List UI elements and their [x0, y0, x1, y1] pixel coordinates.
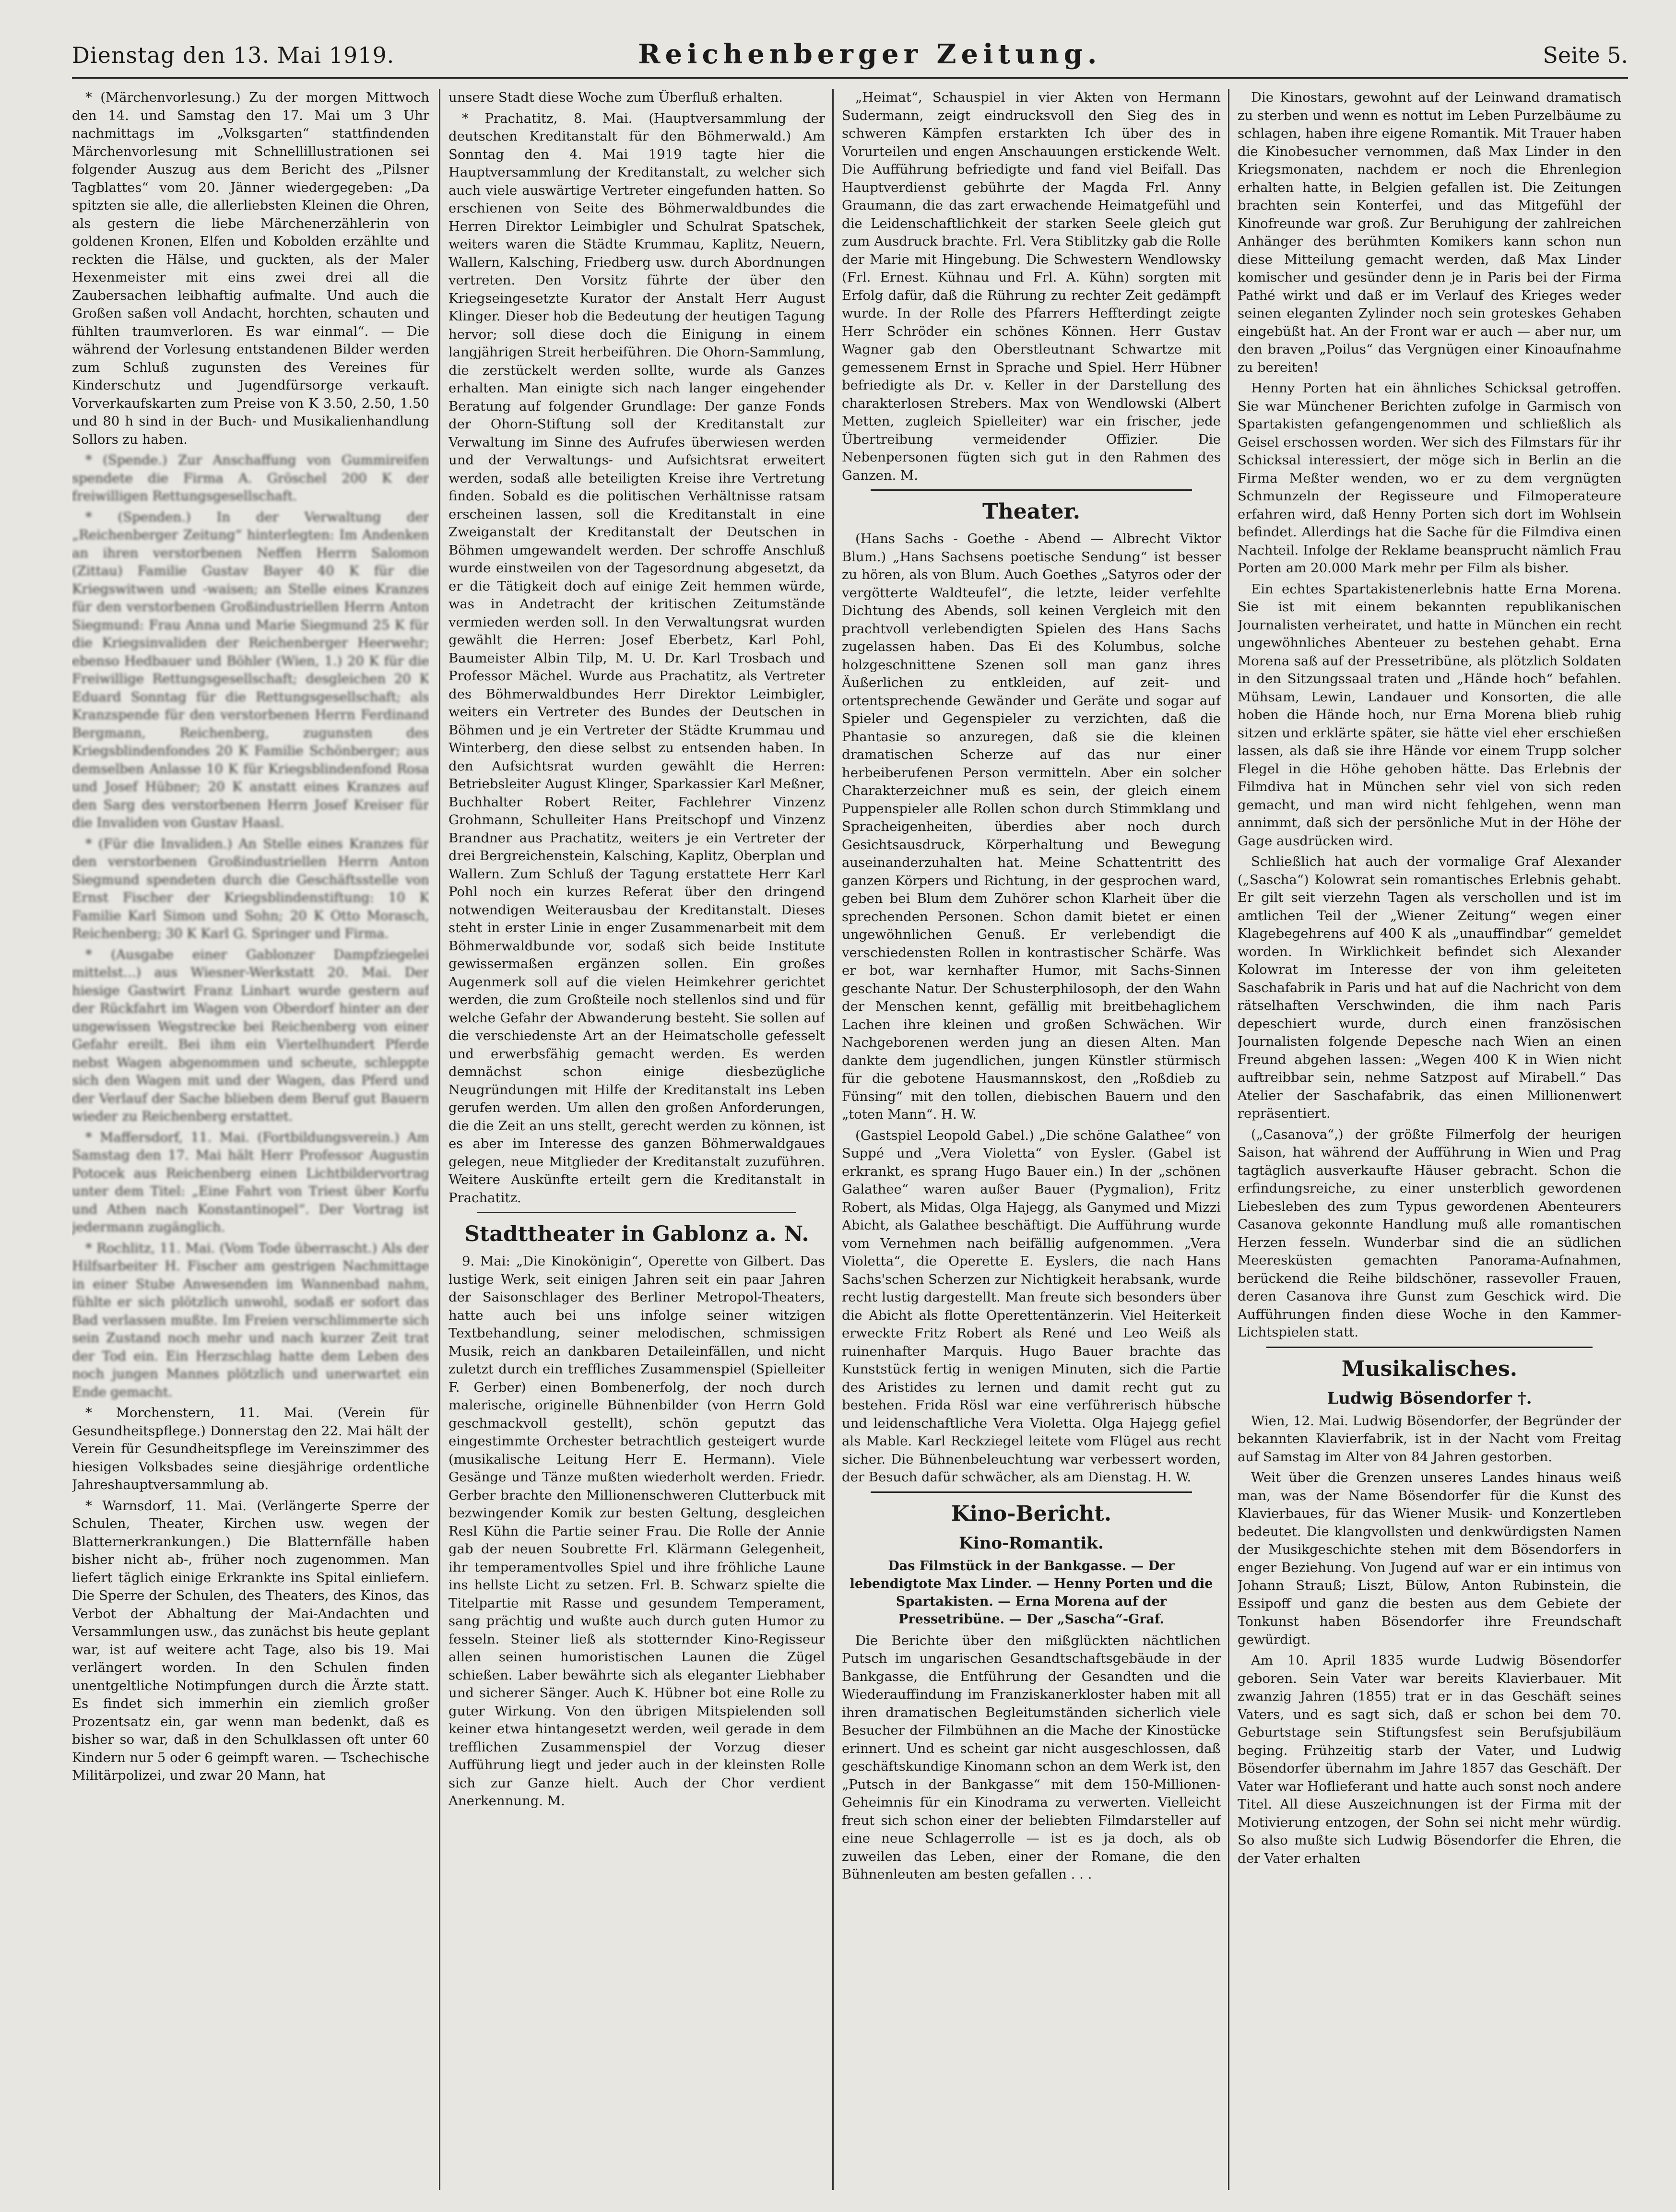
article-boesendorfer-1: Wien, 12. Mai. Ludwig Bösendorfer, der Begründer der bekannten Klavierfabrik, ist in der Nacht vom Freitag auf Samstag im Alter von 84 Jahren gestorben.: [1238, 1413, 1621, 1465]
kino-teaser: Das Filmstück in der Bankgasse. — Der lebendigtote Max Linder. — Henny Porten und die Spartakisten. — Erna Morena auf der Pressetribüne. — Der „Sascha“-Graf.: [850, 1558, 1213, 1627]
article-erna-morena: Ein echtes Spartakistenerlebnis hatte Erna Morena. Sie ist mit einem bekannten republikanischen Journalisten verheiratet, und hatte in München ein recht ungewöhnliches Abenteuer zu bestehen gehabt. Erna Morena saß auf der Pressetribüne, als plötzlich Soldaten in den Sitzungssaal traten und „Hände hoch“ befahlen. Mühsam, Lewin, Landauer und Konsorten, die alle hoben die Hände hoch, nur Erna Morena blieb ruhig sitzen und erklärte später, sie hätte viel eher erschießen lassen, als daß sie ihre Hände vor einem Trupp solcher Flegel in die Höhe gehoben hätte. Das Erlebnis der Filmdiva hat in München sehr viel von sich reden gemacht, und man wird nicht fehlgehen, wenn man annimmt, daß sich der persönliche Mut in der Höhe der Gage ausdrücken wird.: [1238, 581, 1621, 849]
article-continuation: unsere Stadt diese Woche zum Überfluß erhalten.: [449, 90, 783, 105]
kino-romantik-subheading: Kino-Romantik.: [959, 1533, 1104, 1553]
article-casanova: („Casanova“,) der größte Filmerfolg der heurigen Saison, hat während der Aufführung in Wien und Prag tagtäglich ausverkaufte Häuser gebracht. Schon die erfindungsreiche, zu einer unsterblich gewordenen Liebesleben des zum Typus gewordenen Abenteurers Casanova gekonnte Handlung muß alle romantischen Herzen fesseln. Wunderbar sind die an südlichen Meeresküsten gemachten Panorama-Aufnahmen, berückend die Reihe bildschöner, rassevoller Frauen, deren Casanova ihre Gunst zum Geschick wird. Die Aufführungen finden diese Woche in den Kammer-Lichtspielen statt.: [1238, 1126, 1621, 1340]
column-divider: [832, 89, 834, 2190]
column-2: [449, 89, 825, 2190]
section-divider: [871, 489, 1192, 491]
article-kinokoenigin: 9. Mai: „Die Kinokönigin“, Operette von Gilbert. Das lustige Werk, seit einigen Jahren seit ein paar Jahren der Saisonschlager des Berliner Metropol-Theaters, hatte auch bei uns infolge seiner witzigen Textbehandlung, seiner melodischen, schmissigen Musik, reich an dankbaren Detaileinfällen, und nicht zuletzt durch ein treffliches Zusammenspiel (Spielleiter F. Gerber) einen Bombenerfolg, der noch durch malerische, originelle Bühnenbilder (von Herrn Gold geschmackvoll gestellt), schön geputzt das eingestimmte Orchester betrachtlich gesteigert wurde (musikalische Leitung Herr E. Hermann). Viele Gesänge und Tänze mußten wiederholt werden. Friedr. Gerber brachte den Millionenschweren Clutterbuck mit bezwingender Komik zur besten Geltung, desgleichen Resl Kühn die Partie seiner Frau. Die Rolle der Annie gab der neuen Soubrette Frl. Klärmann Gelegenheit, ihr temperamentvolles Spiel und ihre fröhliche Laune ins hellste Licht zu setzen. Frl. B. Schwarz spielte die Titelpartie mit Rasse und gesundem Temperament, sang prächtig und wußte auch durch guten Humor zu fesseln. Steiner ließ als stotternder Kino-Regisseur allen seinen humoristischen Launen die Zügel schießen. Laber bewährte sich als eleganter Liebhaber und sicherer Sänger. Auch K. Hübner bot eine Rolle zu guter Wirkung. Von den übrigen Mitspielenden soll keiner etwa hintangesetzt werden, weil gerade in dem trefflichen Zusammenspiel der Vorzug dieser Aufführung liegt und jeder auch in der kleinsten Rolle sich zur Ganze hielt. Auch der Chor verdient Anerkennung. M.: [449, 1254, 825, 1809]
article-spenden: * (Spenden.) In der Verwaltung der „Reichenberger Zeitung“ hinterlegten: Im Andenken an ihren verstorbenen Neffen Herrn Salomon (Zittau) Familie Gustav Bayer 40 K für die Kriegswitwen und -waisen; an Stelle eines Kranzes für den verstorbenen Großindustriellen Herrn Anton Siegmund: Frau Anna und Marie Siegmund 25 K für die Kriegsinvaliden der Reichenberger Heerwehr; ebenso Hedbauer und Böhler (Wien, 1.) 20 K für die Freiwillige Rettungsgesellschaft; desgleichen 20 K Eduard Sonntag für die Rettungsgesellschaft; als Kranzspende für den verstorbenen Herrn Ferdinand Bergmann, Reichenberg, zugunsten des Kriegsblindenfondes 20 K Familie Schönberger; aus demselben Anlasse 10 K für Kriegsblindenfond Rosa und Josef Hübner; 20 K anstatt eines Kranzes auf den Sarg des verstorbenen Herrn Josef Kreiser für die Invaliden von Gustav Haasl.: [72, 509, 429, 830]
article-kino-romantik: Die Berichte über den mißglückten nächtlichen Putsch im ungarischen Gesandtschaftsgebäude in der Bankgasse, die Entführung der Gesandten und die Wiederauffindung im Franziskanerkloster haben mit all ihren dramatischen Begleitumständen sicherlich viele Besucher der Filmbühnen an die Mache der Kinostücke erinnert. Und es scheint gar nicht ausgeschlossen, daß geschäftskundige Kinomann schon an dem Werk ist, den „Putsch in der Bankgasse“ mit dem 150-Millionen-Geheimnis für ein Kinodrama zu verwerten. Vielleicht freut sich schon einer der beliebten Filmdarsteller auf eine neue Schlagerrolle — ist es ja doch, als ob zuweilen das Leben, einer der Romane, die den Bühnenleuten am besten gefallen . . .: [842, 1632, 1221, 1882]
article-gastwirt: * (Ausgabe einer Gablonzer Dampfziegelei mittelst...) aus Wiesner-Werkstatt 20. Mai. Der hiesige Gastwirt Franz Linhart wurde gestern auf der Rückfahrt im Wagen von Oberdorf hinter an der ungewissen Wegstrecke bei Reichenberg von einer Gefahr ereilt. Bei ihm ein Viertelhundert Pferde nebst Wagen abgenommen und scheute, schleppte sich den Wagen mit und der Wagen, das Pferd und der Verlauf der Sache blieben dem Beruf gut Bauern wieder zu Reichenberg erstattet.: [72, 946, 429, 1124]
masthead: [72, 34, 1628, 79]
article-boesendorfer-3: Am 10. April 1835 wurde Ludwig Bösendorfer geboren. Sein Vater war bereits Klavierbauer. Mit zwanzig Jahren (1855) trat er in das Geschäft seines Vaters, und es sagt sich, daß er schon bei dem 70. Geburtstage sein Stiftungsfest sein Berufsjubiläum beging. Frühzeitig starb der Vater, und Ludwig Bösendorfer übernahm im Jahre 1857 das Geschäft. Der Vater war Hoflieferant und hatte auch sonst noch andere Titel. All diese Auszeichnungen ist der Firma mit der Motivierung entzogen, der Sohn sei nicht mehr würdig. So also mußte sich Ludwig Bösendorfer die Ehren, die der Vater erhalten: [1238, 1653, 1621, 1866]
article-henny-porten: Henny Porten hat ein ähnliches Schicksal getroffen. Sie war Münchener Berichten zufolge in Garmisch von Spartakisten gefangengenommen und schließlich als Geisel erschossen worden. Wer sich des Filmstars für ihr Schicksal interessiert, der möge sich in Berlin an die Firma Meßter wenden, wo er zu dem vergnügten Schmunzeln der Regisseure und Filmoperateure erfahren wird, daß Henny Porten sich dort im Wohlsein befindet. Allerdings hat die Sache für die Filmdiva einen Nachteil. Infolge der Reklame beansprucht nämlich Frau Porten am 20.000 Mark mehr per Film als bisher.: [1238, 380, 1621, 576]
article-invaliden: * (Für die Invaliden.) An Stelle eines Kranzes für den verstorbenen Großindustriellen Herrn Anton Siegmund spendeten durch die Geschäftsstelle von Ernst Fischer der Kriegsblindenstiftung: 10 K Familie Karl Simon und Sohn; 20 K Otto Morasch, Reichenberg; 30 K Karl G. Springer und Firma.: [72, 836, 429, 941]
column-4: [1238, 89, 1621, 2190]
article-sascha-kolowrat: Schließlich hat auch der vormalige Graf Alexander („Sascha“) Kolowrat sein romantisches Erlebnis gehabt. Er gilt seit vierzehn Tagen als verschollen und ist im amtlichen Teil der „Wiener Zeitung“ wegen einer Klagebegehrens auf 400 K als „unauffindbar“ gemeldet worden. In Wirklichkeit befindet sich Alexander Kolowrat im Interesse der von ihm geleiteten Saschafabrik in Paris und hat auf die Nachricht von dem rätselhaften Verschwinden, die ihm nach Paris depeschiert wurde, durch einen französischen Journalisten folgende Depesche nach Wien an einen Freund abgehen lassen: „Wegen 400 K in Wien nicht auftreibbar sein, nehme Satzpost auf Mirabell.“ Das Atelier der Saschafabrik, das einen Millionenwert repräsentiert.: [1238, 854, 1621, 1121]
article-heimat: „Heimat“, Schauspiel in vier Akten von Hermann Sudermann, zeigt eindrucksvoll den Sieg des in schweren Kämpfen erstarkten Ich über des in Vorurteilen und engen Anschauungen erstickende Welt. Die Aufführung befriedigte und fand viel Beifall. Das Hauptverdienst gebührte der Magda Frl. Anny Graumann, die das zart erwachende Heimatgefühl und die Leidenschaftlichkeit der starken Seele gleich gut zum Ausdruck brachte. Frl. Vera Stiblitzky gab die Rolle der Marie mit Hingebung. Die Schwestern Wendlowsky (Frl. Ernest. Kühnau und Frl. A. Kühn) sorgten mit Erfolg dafür, daß die Rührung zu rechter Zeit gedämpft wurde. In der Rolle des Pfarrers Heffterdingt zeigte Herr Schröder ein schönes Können. Herr Gustav Wagner gab den Oberstleutnant Schwartze mit gemessenem Ernst in Sprache und Spiel. Herr Hübner befriedigte als Dr. v. Keller in der Darstellung des charakterlosen Strebers. Max von Wendlowski (Albert Metten, zugleich Spielleiter) war ein frischer, jede Übertreibung vermeidender Offizier. Die Nebenpersonen fügten sich gut in den Rahmen des Ganzen. M.: [842, 90, 1221, 483]
article-gastspiel-gabel: (Gastspiel Leopold Gabel.) „Die schöne Galathee“ von Suppé und „Vera Violetta“ von Eysler. (Gabel ist erkrankt, es sprang Hugo Bauer ein.) In der „schönen Galathee“ waren außer Bauer (Pygmalion), Fritz Robert, als Midas, Olga Hajegg, als Ganymed und Mizzi Abicht, als Galathee beschäftigt. Die Aufführung wurde vom Vernehmen nach beifällig aufgenommen. „Vera Violetta“, die Operette E. Eyslers, die nach Hans Sachs'schen Scherzen zur Nichtigkeit herabsank, wurde recht lustig dargestellt. Man freute sich besonders über die Abicht als flotte Operettentänzerin. Viel Heiterkeit erweckte Fritz Robert als René und Leo Weiß als ruinenhafter Marquis. Hugo Bauer brachte das Kunststück fertig in wenigen Minuten, sich die Partie des Aristides zu lernen und damit recht gut zu bestehen. Frida Rösl war eine verführerisch hübsche und leidenschaftliche Vera Violetta. Olga Hajegg gefiel als Mable. Karl Reckziegel leitete vom Flügel aus recht sicher. Die Bühnenbeleuchtung war verbessert worden, der Besuch dafür schwächer, als am Dienstag. H. W.: [842, 1127, 1221, 1485]
article-rochlitz: * Rochlitz, 11. Mai. (Vom Tode überrascht.) Als der Hilfsarbeiter H. Fischer am gestrigen Nachmittage in einer Stube Anwesenden im Wannenbad nahm, fühlte er sich plötzlich unwohl, sodaß er sofort das Bad verlassen mußte. Im Freien verschlimmerte sich sein Zustand noch mehr und nach kurzer Zeit trat der Tod ein. Ein Herzschlag hatte dem Leben des noch jungen Mannes plötzlich und unerwartet ein Ende gemacht.: [72, 1240, 429, 1400]
article-boesendorfer-2: Weit über die Grenzen unseres Landes hinaus weiß man, was der Name Bösendorfer für die Kunst des Klavierbaues, für das Wiener Musik- und Konzertleben bedeutet. Die klangvollsten und denkwürdigsten Namen der Musikgeschichte stehen mit dem Bösendorfers in enger Beziehung. Von Jugend auf war er ein intimus von Johann Strauß; Liszt, Bülow, Anton Rubinstein, die Essipoff und ganz die besten aus dem Gebiete der Tonkunst haben Bösendorfer ihre Freundschaft gewürdigt.: [1238, 1470, 1621, 1647]
boesendorfer-subheading: Ludwig Bösendorfer †.: [1327, 1388, 1532, 1408]
issue-date: Dienstag den 13. Mai 1919.: [72, 42, 395, 68]
column-3: [842, 89, 1221, 2190]
theater-gablonz-heading: Stadttheater in Gablonz a. N.: [464, 1222, 809, 1246]
theater-heading: Theater.: [982, 499, 1080, 524]
article-warnsdorf: * Warnsdorf, 11. Mai. (Verlängerte Sperre der Schulen, Theater, Kirchen usw. wegen der Blatternerkrankungen.) Die Blatternfälle haben bisher nicht ab-, früher noch zugenommen. Man liefert täglich einige Erkrankte ins Spital einliefern. Die Sperre der Schulen, des Theaters, des Kinos, das Verbot der Abhaltung der Mai-Andachten und Versammlungen usw., das zunächst bis heute geplant war, ist auf weitere acht Tage, also bis 19. Mai verlängert worden. In den Schulen finden unentgeltliche Notimpfungen durch die Ärzte statt. Es findet sich immerhin ein ziemlich großer Prozentsatz ein, gar wenn man bedenkt, daß es bisher so war, daß in den Schulklassen oft unter 60 Kindern nur 5 oder 6 geimpft waren. — Tschechische Militärpolizei, und zwar 20 Mann, hat: [72, 1498, 429, 1783]
article-max-linder: Die Kinostars, gewohnt auf der Leinwand dramatisch zu sterben und wenn es nottut im Leben Purzelbäume zu schlagen, haben ihre eigene Romantik. Mit Trauer haben die Kinobesucher vernommen, daß Max Linder in den Kriegsmonaten, nachdem er noch die Ehrenlegion erhalten hatte, in Belgien gefallen ist. Die Zeitungen brachten sein Konterfei, und das Mitgefühl der Kinofreunde war groß. Zur Beruhigung der zahlreichen Anhänger des berühmten Komikers kann schon nun diese Mitteilung gemacht werden, daß Max Linder komischer und gesünder denn je in Paris bei der Firma Pathé wirkt und daß er im Verlauf des Krieges weder seinen eleganten Zylinder noch sein groteskes Gehaben eingebüßt hat. An der Front war er auch — aber nur, um den braven „Poilus“ das Vergnügen einer Kinoaufnahme zu bereiten!: [1238, 90, 1621, 375]
kino-bericht-heading: Kino-Bericht.: [951, 1501, 1112, 1526]
article-maffersdorf: * Maffersdorf, 11. Mai. (Fortbildungsverein.) Am Samstag den 17. Mai hält Herr Professor Augustin Potocek aus Reichenberg einen Lichtbildervortrag unter dem Titel: „Eine Fahrt von Triest über Korfu und Athen nach Konstantinopel“. Der Vortrag ist jedermann zugänglich.: [72, 1129, 429, 1235]
article-spende: * (Spende.) Zur Anschaffung von Gummireifen spendete die Firma A. Gröschel 200 K der freiwilligen Rettungsgesellschaft.: [72, 452, 429, 504]
article-maerchenvorlesung: * (Märchenvorlesung.) Zu der morgen Mittwoch den 14. und Samstag den 17. Mai um 3 Uhr nachmittags im „Volksgarten“ stattfindenden Märchenvorlesung mit Schnellillustrationen sei folgender Auszug aus dem Bericht des „Pilsner Tagblattes“ vom 20. Jänner wiedergegeben: „Da spitzten sie alle, die allerliebsten Kleinen die Ohren, als gestern die liebe Märchenerzählerin von goldenen Kronen, Elfen und Kobolden erzählte und reckten die Hälse, und guckten, als der Maler Hexenmeister mit eins zwei drei all die Zaubersachen leibhaftig aufmalte. Und auch die Großen saßen voll Andacht, horchten, schauten und fühlten traumverloren. Es war einmal“. — Die während der Vorlesung entstandenen Bilder werden zum Schluß zugunsten des Vereines für Kinderschutz und Jugendfürsorge verkauft. Vorverkaufskarten zum Preise von K 3.50, 2.50, 1.50 und 80 h sind in der Buch- und Musikalienhandlung Sollors zu haben.: [72, 90, 429, 447]
column-1: [72, 89, 429, 2190]
musikalisches-heading: Musikalisches.: [1341, 1356, 1518, 1381]
column-divider: [1228, 89, 1229, 2190]
section-divider: [1266, 1347, 1593, 1348]
column-divider: [439, 89, 440, 2190]
section-divider: [477, 1212, 796, 1213]
page-number: Seite 5.: [1543, 42, 1628, 68]
section-divider: [871, 1491, 1192, 1493]
newspaper-title: Reichenberger Zeitung.: [638, 38, 1102, 70]
article-prachatitz: * Prachatitz, 8. Mai. (Hauptversammlung der deutschen Kreditanstalt für den Böhmerwald.) Am Sonntag den 4. Mai 1919 tagte hier die Hauptversammlung der Kreditanstalt, zu welcher sich auch viele auswärtige Vertreter eingefunden hatten. So erschienen von Seite des Böhmerwaldbundes die Herren Direktor Leimbigler und Schulrat Spatschek, weiters waren die Städte Krummau, Kaplitz, Neuern, Wallern, Kalsching, Friedberg usw. durch Abordnungen vertreten. Den Vorsitz führte der über den Kriegseingesetzte Kurator der Anstalt Herr August Klinger. Dieser hob die Bedeutung der heutigen Tagung hervor; soll diese doch die Einigung in einem langjährigen Streit herbeiführen. Die Ohorn-Sammlung, die zerstückelt werden sollte, wurde als Ganzes erhalten. Man einigte sich nach langer eingehender Beratung auf folgender Grundlage: Der ganze Fonds der Ohorn-Stiftung soll der Kreditanstalt zur Verwaltung im Sinne des Aufrufes überwiesen werden und der Verwaltungs- und Aufsichtsrat erweitert werden, sodaß alle beteiligten Kreise ihre Vertretung finden. Sobald es die politischen Verhältnisse ratsam erscheinen lassen, soll die Kreditanstalt in eine Zweiganstalt der Kreditanstalt der Deutschen in Böhmen umgewandelt werden. Der schroffe Anschluß wurde einstweilen von der Tagesordnung abgesetzt, da er die Tätigkeit doch auf einige Zeit hemmen würde, was in Andetracht der kritischen Zeitumstände vermieden werden soll. In den Verwaltungsrat wurden gewählt die Herren: Josef Eberbetz, Karl Pohl, Baumeister Albin Tilp, M. U. Dr. Karl Trosbach und Professor Mächel. Wurde aus Prachatitz, als Vertreter des Böhmerwaldbundes Herr Direktor Leimbigler, weiters ein Vertreter des Bundes der Deutschen in Böhmen und je ein Vertreter der Städte Krummau und Winterberg, den diese selbst zu entsenden haben. In den Aufsichtsrat wurden gewählt die Herren: Betriebsleiter August Klinger, Sparkassier Karl Meßner, Buchhalter Robert Reiter, Fachlehrer Vinzenz Grohmann, Schulleiter Hans Preitschopf und Vinzenz Brandner aus Prachatitz, weiters je ein Vertreter der drei Bergreichenstein, Kalsching, Kaplitz, Oberplan und Wallern. Zum Schluß der Tagung erstattete Herr Karl Pohl noch ein kurzes Referat über den dringend notwendigen Weiterausbau der Kreditanstalt. Dieses steht in erster Linie in enger Zusammenarbeit mit dem Böhmerwaldbunde vor, sodaß sich beide Institute gewissermaßen ergänzen sollen. Ein großes Augenmerk soll auf die vielen Heimkehrer gerichtet werden, die zum Großteile noch stellenlos sind und für welche Gefahr der Abwanderung besteht. Sie sollen auf die verschiedenste Art an der Heimatscholle gefesselt und erwerbsfähig gemacht werden. Es werden demnächst schon einige diesbezügliche Neugründungen mit Hilfe der Kreditanstalt ins Leben gerufen werden. Um allen den großen Anforderungen, die die Zeit an uns stellt, gerecht werden zu können, ist es aber im Interesse des ganzen Böhmerwaldgaues gelegen, neue Mitglieder der Kreditanstalt zuzuführen. Weitere Auskünfte erteilt gern die Kreditanstalt in Prachatitz.: [449, 110, 825, 1206]
article-hans-sachs: (Hans Sachs - Goethe - Abend — Albrecht Viktor Blum.) „Hans Sachsens poetische Sendung“ ist besser zu hören, als von Blum. Auch Goethes „Satyros oder der vergötterte Waldteufel“, die letzte, leider verfehlte Dichtung des Abends, soll keinen Vergleich mit den prachtvoll verlebendigten Spielen des Hans Sachs zugelassen haben. Das Ei des Kolumbus, solche holzgeschnittene Szenen soll man ganz ihres Äußerlichen zu entkleiden, auf zeit- und ortentsprechende Gewänder und Geräte und sogar auf Spieler und Gegenspieler zu verzichten, daß die Phantasie so anzuregen, daß sie die kleinen dramatischen Scherze auf das nur einer herbeiberufenen Person vermitteln. Aber ein solcher Charakterzeichner muß es sein, der gleich einem Puppenspieler alle Rollen schon durch Stimmklang und Spracheigenheiten, überdies aber noch durch Gesichtsausdruck, Körperhaltung und Bewegung auseinanderzuhalten hat. Meine Schattentritt des ganzen Körpers und Richtung, in der gesprochen ward, geben bei Blum dem Zuhörer schon Klarheit über die sprechenden Personen. Schon damit bietet er einen ungewöhnlichen Genuß. Er verlebendigt die verschiedensten Rollen in kontrastischer Schärfe. Was er bot, war kernhafter Humor, mit Sachs-Sinnen geschante Natur. Der Schusterphilosoph, der den Wahn der Menschen kennt, gefällig mit breitbehaglichem Lachen ihre kleinen und großen Schwächen. Wir Nachgeborenen werden jung an diesen Alten. Man dankte dem jugendlichen, jungen Künstler stürmisch für die gebotene Hausmannskost, den „Roßdieb zu Fünsing“ mit den tollen, diebischen Bauern und den „toten Mann“. H. W.: [842, 531, 1221, 1122]
article-morchenstern: * Morchenstern, 11. Mai. (Verein für Gesundheitspflege.) Donnerstag den 22. Mai hält der Verein für Gesundheitspflege im Vereinszimmer des hiesigen Volksbades seine diesjährige ordentliche Jahreshauptversammlung ab.: [72, 1405, 429, 1492]
